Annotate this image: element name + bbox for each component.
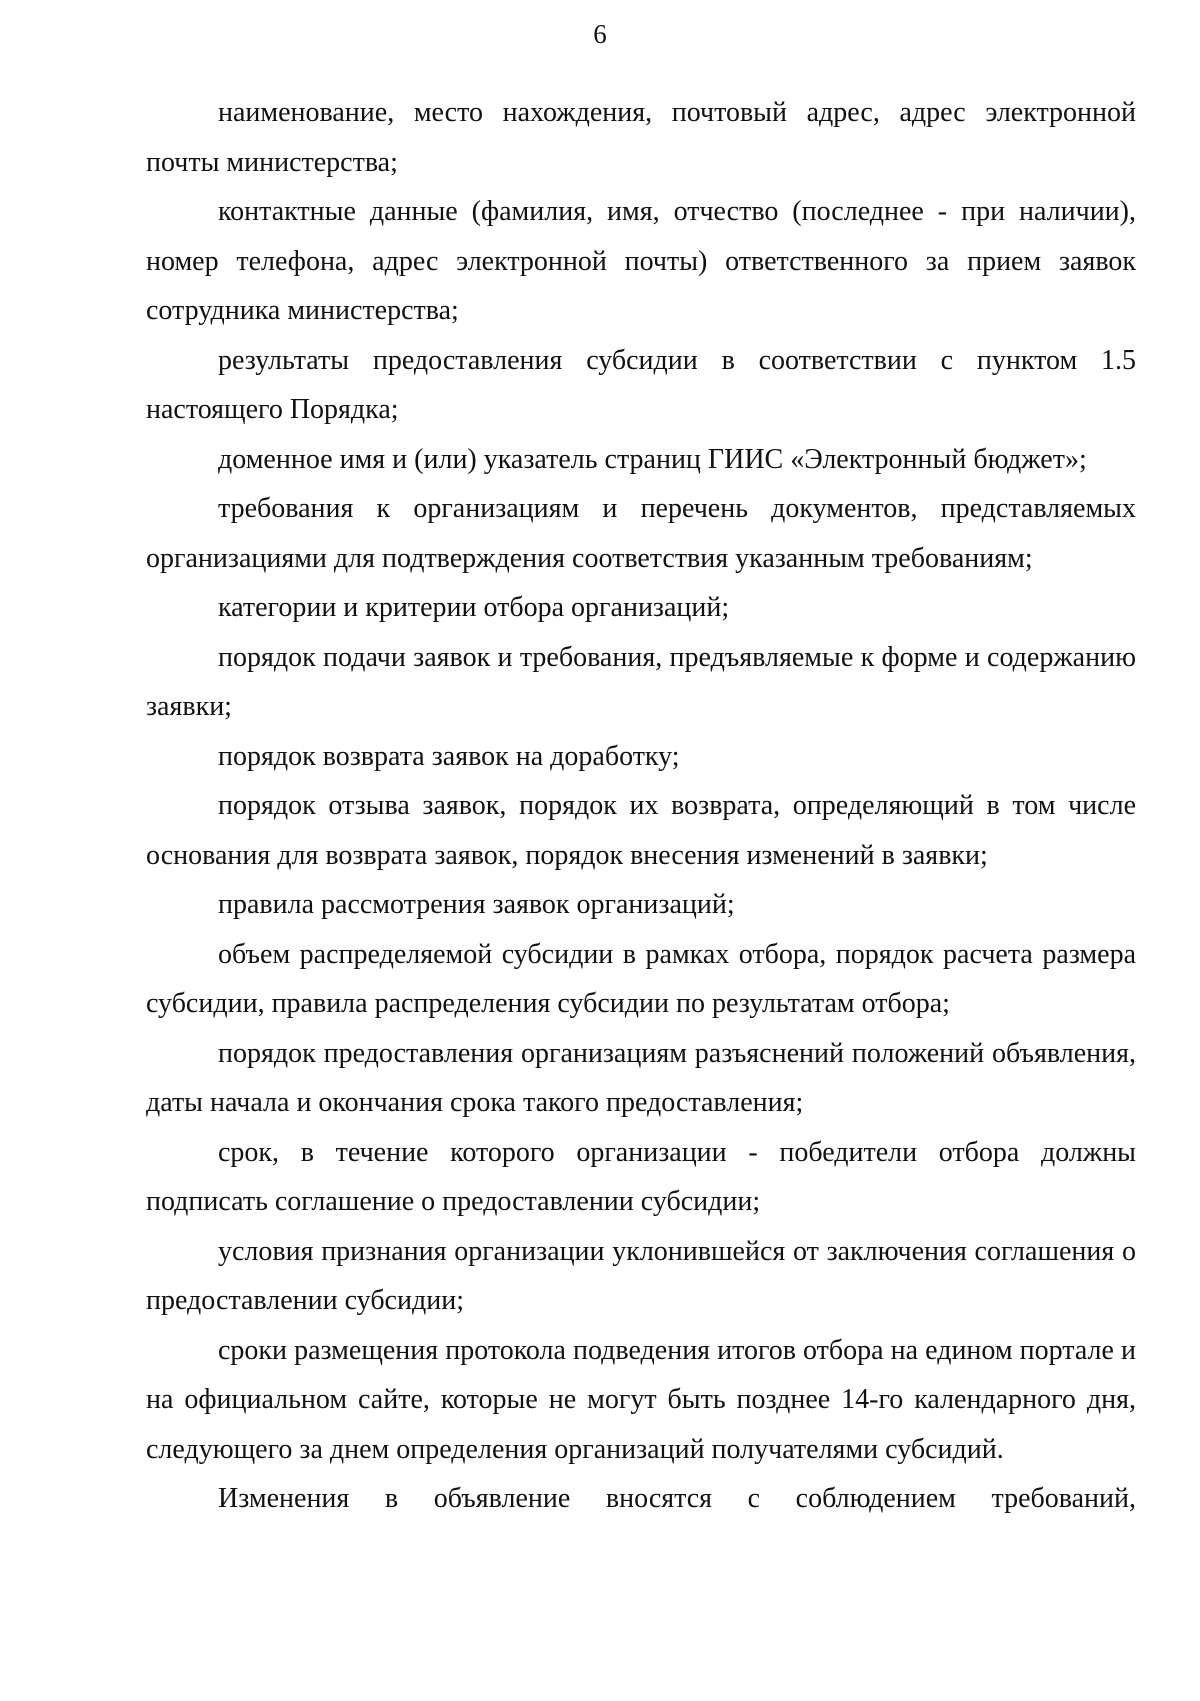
paragraph: порядок возврата заявок на доработку;: [218, 740, 680, 772]
paragraph: объем распределяемой субсидии в рамках отбора, порядок расчета размера субсидии, правила распределения субсидии по результатам отбора;: [146, 938, 1136, 1019]
paragraph: порядок отзыва заявок, порядок их возврата, определяющий в том числе основания для возврата заявок, порядок внесения изменений в заявки;: [146, 790, 1136, 871]
document-body: [146, 88, 1136, 1524]
paragraph: правила рассмотрения заявок организаций;: [218, 889, 735, 920]
paragraph: наименование, место нахождения, почтовый адрес, адрес электронной почты министерства;: [146, 97, 1136, 178]
paragraph: порядок подачи заявок и требования, предъявляемые к форме и содержанию заявки;: [146, 641, 1136, 722]
paragraph: контактные данные (фамилия, имя, отчество (последнее - при наличии), номер телефона, адрес электронной почты) ответственного за прием заявок сотрудника министерства;: [146, 196, 1136, 326]
paragraph: результаты предоставления субсидии в соответствии с пунктом 1.5 настоящего Порядка;: [146, 344, 1136, 425]
paragraph: порядок предоставления организациям разъяснений положений объявления, даты начала и окончания срока такого предоставления;: [146, 1037, 1136, 1118]
paragraph: доменное имя и (или) указатель страниц ГИИС «Электронный бюджет»;: [218, 443, 1087, 475]
paragraph: требования к организациям и перечень документов, представляемых организациями для подтверждения соответствия указанным требованиям;: [146, 493, 1136, 574]
paragraph: условия признания организации уклонившейся от заключения соглашения о предоставлении субсидии;: [146, 1235, 1136, 1316]
paragraph: срок, в течение которого организации - победители отбора должны подписать соглашение о предоставлении субсидии;: [146, 1136, 1136, 1217]
page-number: 6: [593, 19, 607, 49]
paragraph: категории и критерии отбора организаций;: [218, 592, 730, 623]
paragraph: Изменения в объявление вносятся с соблюдением требований,: [218, 1483, 1136, 1514]
paragraph: сроки размещения протокола подведения итогов отбора на едином портале и на официальном сайте, которые не могут быть позднее 14-го календарного дня, следующего за днем определения организаций получателями субсидий.: [146, 1334, 1136, 1465]
